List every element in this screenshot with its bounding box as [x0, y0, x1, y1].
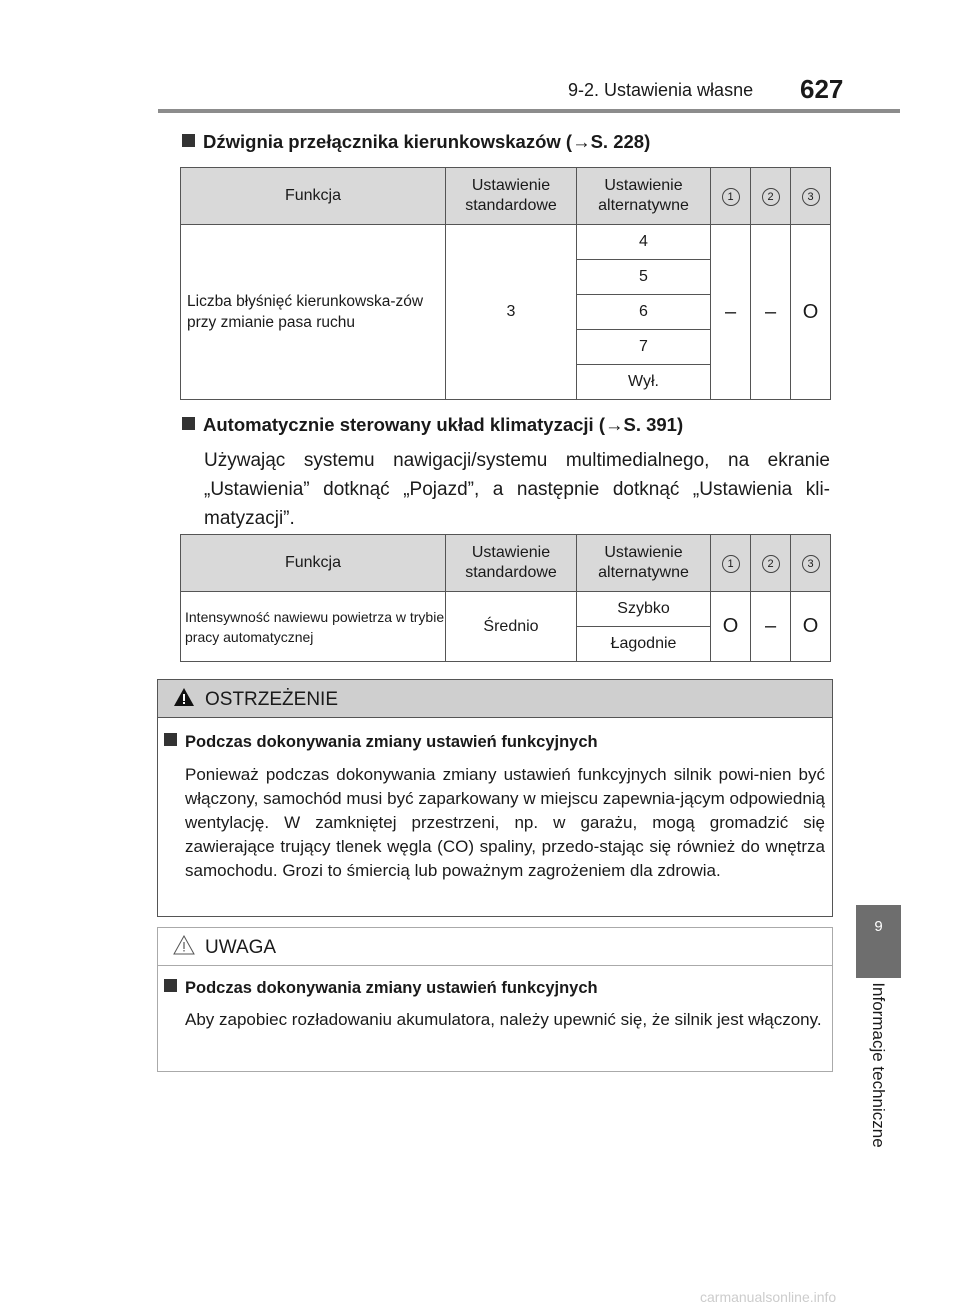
header-col1	[711, 535, 751, 592]
default-value-cell: 3	[446, 225, 577, 400]
page-number: 627	[800, 74, 844, 104]
header-col1	[711, 168, 751, 225]
notice-subtitle-text: Podczas dokonywania zmiany ustawień funkcyjnych	[185, 979, 598, 997]
table-row	[181, 592, 831, 627]
warning-box	[157, 679, 833, 917]
col1-cell: –	[711, 225, 751, 400]
warning-subtitle-text: Podczas dokonywania zmiany ustawień funkcyjnych	[185, 733, 598, 751]
header-col2	[751, 535, 791, 592]
alternative-cell: 5	[577, 260, 711, 295]
header-default: Ustawienie standardowe	[446, 535, 577, 592]
header-col3	[791, 535, 831, 592]
alternative-cell: Szybko	[577, 592, 711, 627]
alternative-cell: 7	[577, 330, 711, 365]
section-title-text: Dźwignia przełącznika kierunkowskazów (→S. 228)	[203, 131, 651, 152]
default-value-cell: Średnio	[446, 592, 577, 662]
circled-number-3-icon: 3	[802, 188, 820, 206]
table-header-row	[181, 535, 831, 592]
section-header: 9-2. Ustawienia własne	[568, 80, 754, 100]
header-col3	[791, 168, 831, 225]
bullet-square-icon	[182, 417, 195, 430]
circled-number-2-icon: 2	[762, 188, 780, 206]
chapter-label: Informacje techniczne	[869, 982, 888, 1148]
settings-table-turn-signal	[180, 167, 831, 400]
warning-title: OSTRZEŻENIE	[205, 689, 339, 710]
settings-table-climate	[180, 534, 831, 662]
notice-title: UWAGA	[205, 937, 277, 958]
warning-text: Ponieważ podczas dokonywania zmiany ustawień funkcyjnych silnik powi-nien być włączony, samochód musi być zaparkowany w miejscu zapewnia-jącym odpowiednią wentylację. W zamkniętej przestrzeni, np. w garażu, mogą gromadzić się zawierające trujący tlenek węgla (CO) spaliny, przedo-stając się również do wnętrza samochodu. Grozi to śmiercią lub poważnym zagrożeniem dla zdrowia.	[185, 765, 825, 880]
alternative-cell: Wył.	[577, 365, 711, 400]
col2-cell: –	[751, 225, 791, 400]
header-default: Ustawienie standardowe	[446, 168, 577, 225]
header-function: Funkcja	[181, 535, 446, 592]
function-name-cell: Liczba błyśnięć kierunkowska-zów przy zmianie pasa ruchu	[181, 225, 446, 400]
section-title-climate	[182, 414, 683, 436]
col2-cell: –	[751, 592, 791, 662]
circled-number-2-icon: 2	[762, 555, 780, 573]
bullet-square-icon	[164, 979, 177, 992]
header-alternative: Ustawienie alternatywne	[577, 535, 711, 592]
table-header-row	[181, 168, 831, 225]
circled-number-1-icon: 1	[722, 555, 740, 573]
col1-cell: O	[711, 592, 751, 662]
chapter-number: 9	[874, 918, 883, 935]
table-row	[181, 225, 831, 260]
header-alternative: Ustawienie alternatywne	[577, 168, 711, 225]
header-rule	[158, 109, 900, 113]
watermark: carmanualsonline.info	[700, 1289, 837, 1305]
caution-triangle-icon	[173, 935, 195, 955]
notice-box	[157, 927, 833, 1072]
notice-subtitle	[164, 979, 598, 998]
circled-number-3-icon: 3	[802, 555, 820, 573]
notice-header	[158, 928, 832, 966]
function-name-cell: Intensywność nawiewu powietrza w trybie pracy automatycznej	[181, 592, 446, 662]
col3-cell: O	[791, 592, 831, 662]
alternative-cell: 4	[577, 225, 711, 260]
section-title-text: Automatycznie sterowany układ klimatyzacji (→S. 391)	[203, 414, 684, 435]
warning-subtitle	[164, 733, 598, 752]
bullet-square-icon	[164, 733, 177, 746]
alternative-cell: 6	[577, 295, 711, 330]
warning-header	[158, 680, 832, 718]
header-function: Funkcja	[181, 168, 446, 225]
bullet-square-icon	[182, 134, 195, 147]
alternative-cell: Łagodnie	[577, 627, 711, 662]
circled-number-1-icon: 1	[722, 188, 740, 206]
instruction-paragraph: Używając systemu nawigacji/systemu multimedialnego, na ekranie „Ustawienia” dotknąć „Pojazd”, a następnie dotknąć „Ustawienia kli-matyzacji”.	[204, 450, 830, 529]
notice-text: Aby zapobiec rozładowaniu akumulatora, należy upewnić się, że silnik jest włączony.	[185, 1010, 822, 1029]
chapter-tab	[856, 905, 901, 978]
section-title-turn-signal	[182, 131, 650, 153]
warning-triangle-icon	[173, 687, 195, 707]
col3-cell: O	[791, 225, 831, 400]
header-col2	[751, 168, 791, 225]
